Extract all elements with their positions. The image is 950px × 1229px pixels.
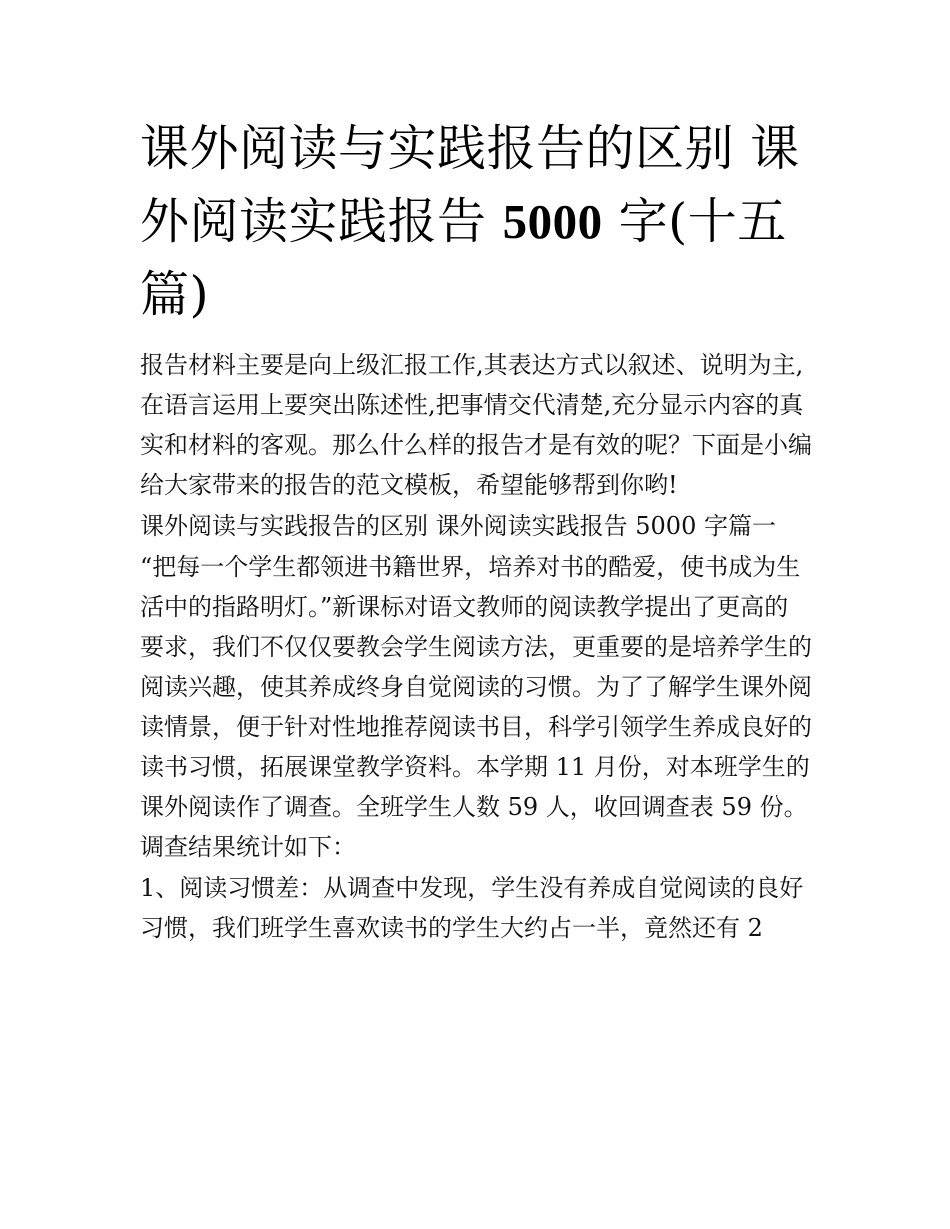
title-text-part2: 字(十五篇): [140, 193, 787, 323]
document-page: [140, 112, 812, 949]
intro-paragraph: 报告材料主要是向上级汇报工作,其表达方式以叙述、说明为主,在语言运用上要突出陈述性,把事情交代清楚,充分显示内容的真实和材料的客观。那么什么样的报告才是有效的呢？下面是小编给大家带来的报告的范文模板，希望能够帮到你哟!: [140, 351, 812, 499]
body-paragraph: “把每一个学生都领进书籍世界，培养对书的酷爱，使书成为生活中的指路明灯。”新课标对语文教师的阅读教学提出了更高的要求，我们不仅仅要教会学生阅读方法，更重要的是培养学生的阅读兴趣，使其养成终身自觉阅读的习惯。为了了解学生课外阅读情景，便于针对性地推荐阅读书目，科学引领学生养成良好的读书习惯，拓展课堂教学资料。本学期 11 月份，对本班学生的课外阅读作了调查。全班学生人数 59 人，收回调查表 59 份。调查结果统计如下：: [140, 553, 812, 861]
title-text-part1: 课外阅读与实践报告的区别 课外阅读实践报告: [140, 120, 800, 250]
section-heading: 课外阅读与实践报告的区别 课外阅读实践报告 5000 字篇一: [140, 512, 776, 540]
finding-item: 1、阅读习惯差：从调查中发现，学生没有养成自觉阅读的良好习惯，我们班学生喜欢读书的学生大约占一半，竟然还有 2: [140, 874, 804, 942]
document-title: [140, 112, 812, 331]
title-number: 5000: [502, 194, 603, 249]
document-body: [140, 345, 812, 948]
